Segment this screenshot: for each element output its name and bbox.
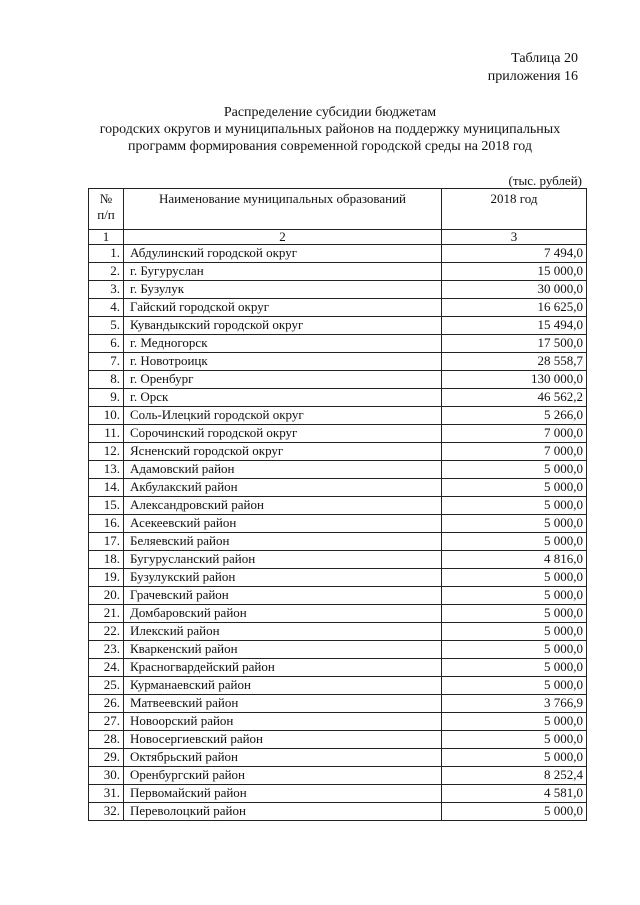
row-number: 29. — [89, 749, 124, 767]
row-value: 7 494,0 — [442, 245, 587, 263]
table-row — [89, 497, 587, 515]
row-number: 1. — [89, 245, 124, 263]
table-row — [89, 713, 587, 731]
row-value: 5 000,0 — [442, 803, 587, 821]
title-line-1: Распределение субсидии бюджетам — [223, 105, 437, 120]
table-row — [89, 731, 587, 749]
row-number: 21. — [89, 605, 124, 623]
row-name: Октябрьский район — [124, 749, 442, 767]
units-label: (тыс. рублей) — [508, 173, 582, 188]
row-number: 13. — [89, 461, 124, 479]
row-name: Кувандыкский городской округ — [124, 317, 442, 335]
table-row — [89, 695, 587, 713]
table-row — [89, 623, 587, 641]
row-value: 5 000,0 — [442, 749, 587, 767]
row-name: Беляевский район — [124, 533, 442, 551]
row-name: г. Бугуруслан — [124, 263, 442, 281]
row-name: Новосергиевский район — [124, 731, 442, 749]
row-number: 3. — [89, 281, 124, 299]
column-header-number-line1: № — [99, 191, 113, 206]
row-number: 2. — [89, 263, 124, 281]
table-row — [89, 317, 587, 335]
row-name: Адамовский район — [124, 461, 442, 479]
table-row — [89, 551, 587, 569]
row-number: 4. — [89, 299, 124, 317]
row-name: Кваркенский район — [124, 641, 442, 659]
table-row — [89, 389, 587, 407]
row-name: г. Бузулук — [124, 281, 442, 299]
table-row — [89, 569, 587, 587]
row-name: Асекеевский район — [124, 515, 442, 533]
row-value: 5 000,0 — [442, 713, 587, 731]
row-name: Бугурусланский район — [124, 551, 442, 569]
row-number: 6. — [89, 335, 124, 353]
row-value: 5 000,0 — [442, 731, 587, 749]
row-value: 17 500,0 — [442, 335, 587, 353]
table-label: Таблица 20 — [511, 51, 578, 66]
row-name: Новоорский район — [124, 713, 442, 731]
row-name: Домбаровский район — [124, 605, 442, 623]
row-value: 5 000,0 — [442, 677, 587, 695]
row-value: 5 000,0 — [442, 479, 587, 497]
row-value: 130 000,0 — [442, 371, 587, 389]
row-name: Соль-Илецкий городской округ — [124, 407, 442, 425]
row-value: 5 000,0 — [442, 587, 587, 605]
row-name: г. Медногорск — [124, 335, 442, 353]
row-value: 5 000,0 — [442, 515, 587, 533]
row-number: 9. — [89, 389, 124, 407]
row-number: 16. — [89, 515, 124, 533]
table-row — [89, 659, 587, 677]
table-row — [89, 803, 587, 821]
row-name: Переволоцкий район — [124, 803, 442, 821]
row-name: Сорочинский городской округ — [124, 425, 442, 443]
row-value: 5 000,0 — [442, 623, 587, 641]
row-value: 5 000,0 — [442, 533, 587, 551]
row-number: 18. — [89, 551, 124, 569]
row-name: Оренбургский район — [124, 767, 442, 785]
row-number: 14. — [89, 479, 124, 497]
row-name: г. Орск — [124, 389, 442, 407]
table-row — [89, 245, 587, 263]
table-row — [89, 515, 587, 533]
table-row — [89, 371, 587, 389]
row-number: 7. — [89, 353, 124, 371]
table-row — [89, 479, 587, 497]
table-row — [89, 263, 587, 281]
row-number: 27. — [89, 713, 124, 731]
row-value: 15 000,0 — [442, 263, 587, 281]
row-value: 8 252,4 — [442, 767, 587, 785]
row-name: Александровский район — [124, 497, 442, 515]
row-number: 31. — [89, 785, 124, 803]
table-header-row — [89, 189, 587, 230]
row-name: Первомайский район — [124, 785, 442, 803]
column-header-name: Наименование муниципальных образований — [124, 189, 442, 230]
row-value: 5 000,0 — [442, 569, 587, 587]
row-value: 28 558,7 — [442, 353, 587, 371]
table-row — [89, 461, 587, 479]
row-value: 4 581,0 — [442, 785, 587, 803]
row-number: 24. — [89, 659, 124, 677]
column-header-year: 2018 год — [442, 189, 587, 230]
row-number: 32. — [89, 803, 124, 821]
row-value: 5 000,0 — [442, 659, 587, 677]
row-value: 3 766,9 — [442, 695, 587, 713]
table-row — [89, 767, 587, 785]
row-name: Матвеевский район — [124, 695, 442, 713]
row-name: Курманаевский район — [124, 677, 442, 695]
row-name: г. Оренбург — [124, 371, 442, 389]
row-name: Ясненский городской округ — [124, 443, 442, 461]
table-row — [89, 587, 587, 605]
row-value: 5 000,0 — [442, 497, 587, 515]
row-value: 5 000,0 — [442, 641, 587, 659]
column-index: 3 — [442, 230, 587, 245]
column-index-row — [89, 230, 587, 245]
row-number: 22. — [89, 623, 124, 641]
table-row — [89, 785, 587, 803]
table-row — [89, 335, 587, 353]
row-number: 5. — [89, 317, 124, 335]
table-reference — [488, 50, 578, 86]
table-row — [89, 605, 587, 623]
row-number: 12. — [89, 443, 124, 461]
row-number: 17. — [89, 533, 124, 551]
row-name: Красногвардейский район — [124, 659, 442, 677]
title-line-3: программ формирования современной городской среды на 2018 год — [127, 139, 533, 154]
table-row — [89, 443, 587, 461]
row-value: 4 816,0 — [442, 551, 587, 569]
row-value: 5 000,0 — [442, 461, 587, 479]
table-row — [89, 533, 587, 551]
row-number: 20. — [89, 587, 124, 605]
row-value: 15 494,0 — [442, 317, 587, 335]
column-index: 2 — [124, 230, 442, 245]
row-name: Гайский городской округ — [124, 299, 442, 317]
document-title — [60, 104, 600, 155]
table-row — [89, 299, 587, 317]
column-index: 1 — [89, 230, 124, 245]
row-number: 30. — [89, 767, 124, 785]
table-row — [89, 641, 587, 659]
row-number: 8. — [89, 371, 124, 389]
row-number: 11. — [89, 425, 124, 443]
row-name: Акбулакский район — [124, 479, 442, 497]
row-name: Бузулукский район — [124, 569, 442, 587]
row-value: 5 000,0 — [442, 605, 587, 623]
row-value: 7 000,0 — [442, 443, 587, 461]
row-value: 30 000,0 — [442, 281, 587, 299]
row-number: 10. — [89, 407, 124, 425]
table-row — [89, 353, 587, 371]
table-row — [89, 425, 587, 443]
subsidy-table — [88, 188, 587, 821]
row-value: 5 266,0 — [442, 407, 587, 425]
row-number: 28. — [89, 731, 124, 749]
table-row — [89, 407, 587, 425]
row-number: 19. — [89, 569, 124, 587]
column-header-number-line2: п/п — [97, 207, 115, 222]
column-header-number — [89, 189, 124, 230]
row-number: 15. — [89, 497, 124, 515]
table-row — [89, 677, 587, 695]
appendix-label: приложения 16 — [487, 69, 578, 84]
row-value: 46 562,2 — [442, 389, 587, 407]
row-name: Абдулинский городской округ — [124, 245, 442, 263]
row-number: 23. — [89, 641, 124, 659]
title-line-2: городских округов и муниципальных районов на поддержку муниципальных — [99, 122, 561, 137]
row-number: 25. — [89, 677, 124, 695]
row-name: г. Новотроицк — [124, 353, 442, 371]
row-number: 26. — [89, 695, 124, 713]
row-name: Грачевский район — [124, 587, 442, 605]
table-row — [89, 749, 587, 767]
row-value: 16 625,0 — [442, 299, 587, 317]
row-value: 7 000,0 — [442, 425, 587, 443]
table-row — [89, 281, 587, 299]
row-name: Илекский район — [124, 623, 442, 641]
